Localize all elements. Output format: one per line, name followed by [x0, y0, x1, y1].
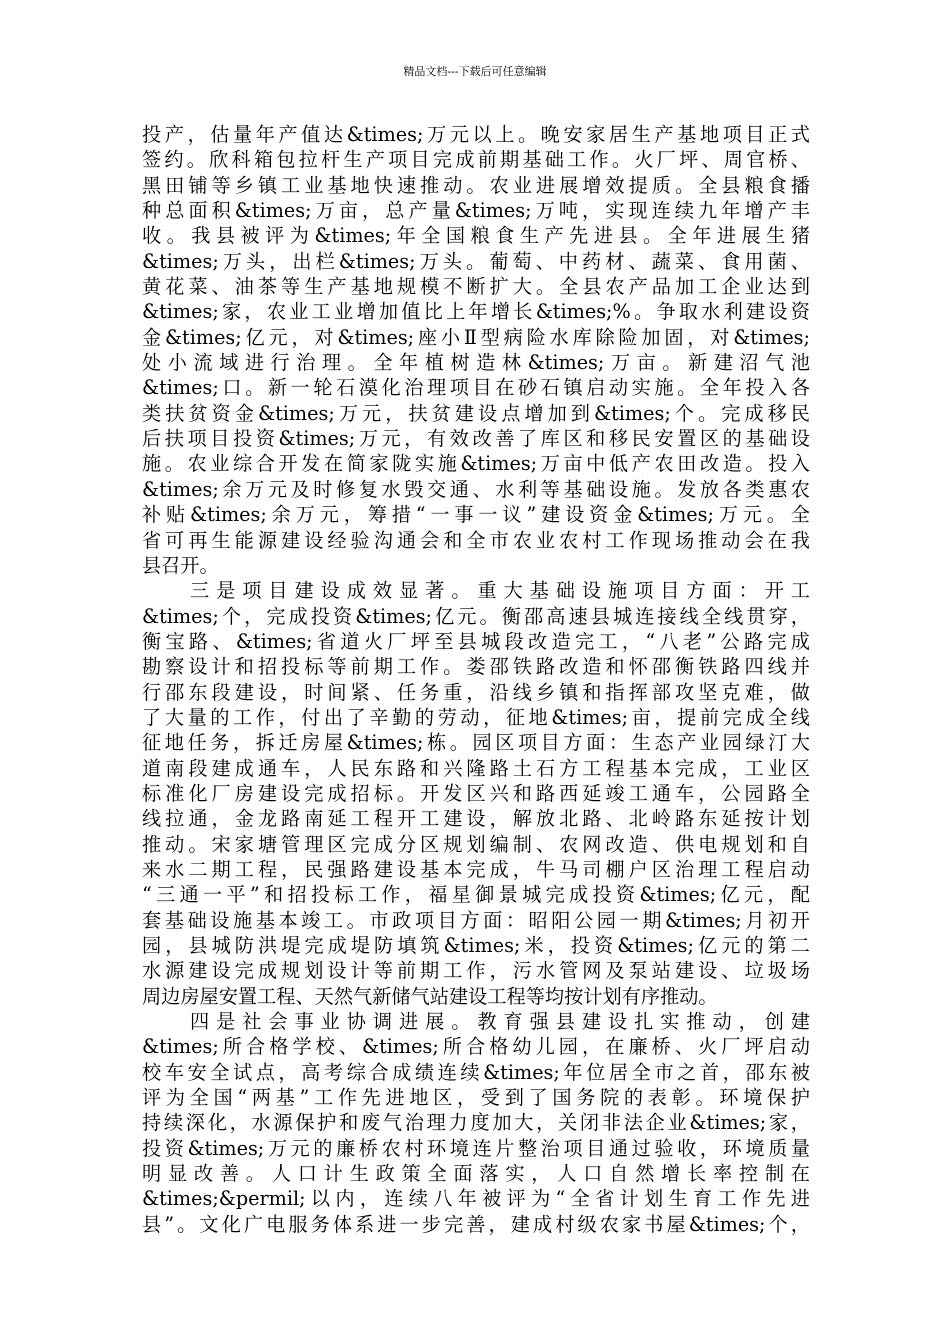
text-line: 金&times;亿元，对&times;座小Ⅱ型病险水库除险加固，对&times;: [142, 325, 810, 349]
text-line: &times;余万元及时修复水毁交通、水利等基础设施。发放各类惠农: [142, 477, 810, 501]
text-line: 补贴&times;余万元，筹措“一事一议”建设资金&times;万元。全: [142, 503, 810, 527]
paragraph-start-line: 三是项目建设成效显著。重大基础设施项目方面：开工: [190, 579, 810, 603]
text-line: 道南段建成通车，人民东路和兴隆路土石方工程基本完成，工业区: [142, 756, 810, 780]
text-line: 投资&times;万元的廉桥农村环境连片整治项目通过验收，环境质量: [142, 1136, 810, 1160]
text-line: 县”。文化广电服务体系进一步完善，建成村级农家书屋&times;个，: [142, 1212, 810, 1236]
text-line: 衡宝路、&times;省道火厂坪至县城段改造完工，“八老”公路完成: [142, 629, 810, 653]
text-line: 类扶贫资金&times;万元，扶贫建设点增加到&times;个。完成移民: [142, 401, 810, 425]
text-line: 勘察设计和招投标等前期工作。娄邵铁路改造和怀邵衡铁路四线并: [142, 655, 810, 679]
text-line: 征地任务，拆迁房屋&times;栋。园区项目方面：生态产业园绿汀大: [142, 731, 810, 755]
text-line: 来水二期工程，民强路建设基本完成，牛马司棚户区治理工程启动: [142, 857, 810, 881]
body-text: [142, 122, 810, 1237]
text-line: &times;家，农业工业增加值比上年增长&times;%。争取水利建设资: [142, 300, 810, 324]
text-line: &times;所合格学校、&times;所合格幼儿园，在廉桥、火厂坪启动: [142, 1035, 810, 1059]
text-line: 持续深化，水源保护和废气治理力度加大，关闭非法企业&times;家，: [142, 1111, 810, 1135]
paragraph-start-line: 四是社会事业协调进展。教育强县建设扎实推动，创建: [190, 1010, 810, 1034]
text-line: 投产，估量年产值达&times;万元以上。晚安家居生产基地项目正式: [142, 123, 810, 146]
text-line: “三通一平”和招投标工作，福星御景城完成投资&times;亿元，配: [142, 883, 810, 907]
text-line: 处小流域进行治理。全年植树造林&times;万亩。新建沼气池: [142, 351, 810, 375]
text-line: 周边房屋安置工程、天然气新储气站建设工程等均按计划有序推动。: [142, 984, 718, 1008]
text-line: 种总面积&times;万亩，总产量&times;万吨，实现连续九年增产丰: [142, 199, 810, 223]
text-line: 行邵东段建设，时间紧、任务重，沿线乡镇和指挥部攻坚克难，做: [142, 680, 810, 704]
text-line: &times;口。新一轮石漠化治理项目在砂石镇启动实施。全年投入各: [142, 376, 810, 400]
text-line: 收。我县被评为&times;年全国粮食生产先进县。全年进展生猪: [142, 224, 810, 248]
text-line: &times;&permil;以内，连续八年被评为“全省计划生育工作先进: [142, 1187, 810, 1211]
text-line: 线拉通，金龙路南延工程开工建设，解放北路、北岭路东延按计划: [142, 807, 810, 831]
text-line: 套基础设施基本竣工。市政项目方面：昭阳公园一期&times;月初开: [142, 908, 810, 932]
text-line: 黄花菜、油茶等生产基地规模不断扩大。全县农产品加工企业达到: [142, 275, 810, 299]
text-line: 明显改善。人口计生政策全面落实，人口自然增长率控制在: [142, 1162, 810, 1186]
text-line: 评为全国“两基”工作先进地区，受到了国务院的表彰。环境保护: [142, 1086, 810, 1110]
text-line: &times;万头，出栏&times;万头。葡萄、中药材、蔬菜、食用菌、: [142, 249, 810, 273]
text-line: 省可再生能源建设经验沟通会和全市农业农村工作现场推动会在我: [142, 528, 810, 552]
text-line: 推动。宋家塘管理区完成分区规划编制、农网改造、供电规划和自: [142, 832, 810, 856]
text-line: 水源建设完成规划设计等前期工作，污水管网及泵站建设、垃圾场: [142, 959, 810, 983]
text-line: 签约。欣科箱包拉杆生产项目完成前期基础工作。火厂坪、周官桥、: [142, 148, 810, 172]
text-line: 施。农业综合开发在简家陇实施&times;万亩中低产农田改造。投入: [142, 452, 810, 476]
page-header: 精品文档---下载后可任意编辑: [403, 65, 547, 78]
text-line: 了大量的工作，付出了辛勤的劳动，征地&times;亩，提前完成全线: [142, 705, 810, 729]
text-line: 后扶项目投资&times;万元，有效改善了库区和移民安置区的基础设: [142, 427, 810, 451]
text-line: 校车安全试点，高考综合成绩连续&times;年位居全市之首，邵东被: [142, 1060, 810, 1084]
text-line: &times;个，完成投资&times;亿元。衡邵高速县城连接线全线贯穿，: [142, 604, 810, 628]
text-line: 黑田铺等乡镇工业基地快速推动。农业进展增效提质。全县粮食播: [142, 173, 810, 197]
text-line: 园，县城防洪堤完成堤防填筑&times;米，投资&times;亿元的第二: [142, 934, 810, 957]
text-line: 标准化厂房建设完成招标。开发区兴和路西延竣工通车，公园路全: [142, 781, 810, 805]
text-line: 县召开。: [142, 553, 219, 577]
